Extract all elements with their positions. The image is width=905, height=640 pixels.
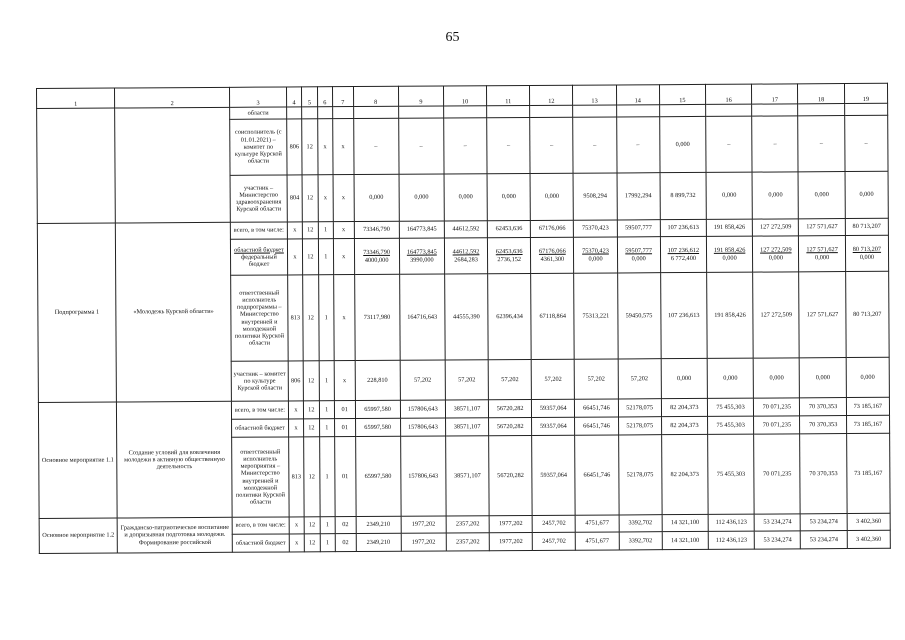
table-cell <box>660 236 706 272</box>
header-cell: 6 <box>317 87 333 107</box>
table-cell: 0,000 <box>707 358 753 398</box>
table-cell: 75313,221 <box>574 273 618 359</box>
table-cell: 127 272,509 <box>753 272 800 358</box>
value-regional: 67176,066 <box>538 248 566 256</box>
table-cell: 8 899,732 <box>660 172 707 219</box>
table-cell: 62453,636 <box>487 220 530 237</box>
table-cell: 52178,075 <box>618 417 661 435</box>
table-cell: 2457,702 <box>532 532 575 550</box>
table-cell: всего, в том числе: <box>231 222 288 239</box>
table-cell <box>302 107 317 119</box>
table-cell: 70 071,235 <box>754 434 801 514</box>
table-cell: 3 402,360 <box>847 530 890 548</box>
table-cell: – <box>752 116 799 172</box>
table-cell: – <box>844 115 888 171</box>
table-cell: 1977,202 <box>489 532 532 550</box>
table-cell: 1 <box>320 534 336 552</box>
table-cell: 57,202 <box>400 360 445 400</box>
table-cell <box>354 238 399 274</box>
table-cell: x <box>333 222 354 239</box>
table-cell <box>398 106 443 118</box>
table-cell: – <box>706 116 753 172</box>
table-cell: областной бюджет <box>232 419 289 437</box>
table-cell: 1 <box>319 437 335 517</box>
table-cell: 80 713,207 <box>845 271 889 357</box>
table-cell: 12 <box>302 175 318 222</box>
table-cell: 228,810 <box>355 360 400 400</box>
table-cell: 01 <box>335 437 356 517</box>
table-cell: области <box>230 107 287 119</box>
table-cell: 12 <box>304 517 320 534</box>
value-regional: 73346,790 <box>363 249 391 257</box>
table-cell: 12 <box>304 534 320 552</box>
header-cell: 11 <box>487 85 530 105</box>
header-cell: 5 <box>302 87 318 107</box>
table-cell: 67176,066 <box>531 220 574 237</box>
budget-table <box>36 83 891 554</box>
table-cell: 191 858,426 <box>707 272 754 358</box>
table-cell: x <box>287 222 303 239</box>
header-cell: 12 <box>530 85 573 105</box>
value-regional: 44612,592 <box>452 248 480 256</box>
table-cell: – <box>573 117 616 173</box>
table-cell: 1 <box>318 239 334 275</box>
table-cell <box>317 107 332 119</box>
table-cell: x <box>333 239 354 275</box>
header-cell: 3 <box>230 87 287 107</box>
table-cell: соисполнитель (с 01.01.2021) – комитет по культуре Курской области <box>230 119 287 175</box>
table-cell: 70 370,353 <box>800 434 847 514</box>
table-cell: 70 370,353 <box>800 398 846 416</box>
table-cell: 44612,592 <box>444 221 487 238</box>
table-cell: 12 <box>303 361 319 401</box>
table-cell: 52178,075 <box>618 399 661 417</box>
table-cell: 56720,282 <box>489 435 533 515</box>
header-cell: 8 <box>353 86 398 106</box>
table-cell: 157806,643 <box>400 400 445 418</box>
table-cell: 14 321,100 <box>662 514 708 531</box>
value-federal: 2684,283 <box>454 255 478 263</box>
table-cell: x <box>318 175 334 222</box>
header-cell: 7 <box>332 87 353 107</box>
table-cell: 0,000 <box>800 358 846 398</box>
table-cell: 806 <box>288 361 304 401</box>
value-regional: 127 272,509 <box>760 246 792 254</box>
table-cell: 127 272,509 <box>753 219 799 236</box>
table-cell: 0,000 <box>752 172 799 219</box>
table-cell <box>333 107 354 119</box>
table-cell: 157806,643 <box>400 418 445 436</box>
table-cell: 66451,746 <box>575 399 618 417</box>
table-cell: 2457,702 <box>532 515 575 532</box>
table-cell <box>286 107 301 119</box>
table-cell: 12 <box>302 119 318 175</box>
table-cell <box>231 239 288 275</box>
table-cell: 57,202 <box>445 360 488 400</box>
table-cell: всего, в том числе: <box>232 517 289 534</box>
value-regional: 191 858,426 <box>713 246 746 255</box>
table-cell: 0,000 <box>706 172 753 219</box>
table-cell: 57,202 <box>531 359 574 399</box>
table-cell <box>353 106 398 118</box>
header-cell: 2 <box>115 87 230 108</box>
table-cell: 12 <box>304 401 320 419</box>
value-federal: 2736,152 <box>497 255 522 263</box>
table-cell: x <box>288 419 304 437</box>
table-cell: 75370,423 <box>574 220 617 237</box>
table-cell: ответственный исполнитель подпрограммы – Министерство внутренней и молодежной политики Курской области <box>231 275 288 361</box>
table-cell: 164716,643 <box>399 274 445 360</box>
table-cell: участник – комитет по культуре Курской области <box>231 361 288 401</box>
value-federal: 0,000 <box>815 253 830 261</box>
table-cell: 0,000 <box>354 174 400 221</box>
table-cell <box>530 105 573 117</box>
table-cell: участник – Министерство здравоохранения Курской области <box>230 175 287 222</box>
table-cell: 82 204,373 <box>661 416 707 434</box>
event-title: Основное мероприятие 1.1 <box>38 402 117 518</box>
table-cell: 57,202 <box>488 359 531 399</box>
table-cell: 813 <box>288 437 304 517</box>
table-cell: 4751,677 <box>576 532 619 550</box>
table-cell: 73 185,167 <box>846 415 889 433</box>
table-cell <box>574 237 617 273</box>
header-cell: 19 <box>844 83 887 103</box>
table-cell <box>752 104 798 116</box>
header-cell: 9 <box>398 86 443 106</box>
table-cell <box>444 106 487 118</box>
table-cell: 12 <box>302 222 318 239</box>
table-cell: 67118,864 <box>531 273 575 359</box>
value-regional: 107 236,612 <box>667 247 700 255</box>
table-cell: 0,000 <box>845 171 889 218</box>
header-cell: 13 <box>573 85 616 105</box>
table-cell: 66451,746 <box>575 417 618 435</box>
value-federal: 6 772,400 <box>670 254 697 262</box>
table-cell: 52178,075 <box>618 435 662 515</box>
header-cell: 10 <box>443 86 486 106</box>
table-cell: x <box>334 275 355 361</box>
table-cell <box>444 238 487 274</box>
table-cell: 14 321,100 <box>662 531 708 549</box>
value-regional: 59507,777 <box>625 247 653 255</box>
value-regional: 80 713,207 <box>852 246 882 254</box>
table-cell: x <box>334 361 355 401</box>
value-federal: 0,000 <box>722 254 737 262</box>
table-cell: 1977,202 <box>489 515 532 532</box>
table-cell: 57,202 <box>618 359 661 399</box>
event-name: Гражданско-патриотическое воспитание и допризывная подготовка молодежи. Формирование российской <box>117 517 232 553</box>
table-cell: 1 <box>318 222 334 239</box>
table-cell <box>37 108 116 223</box>
table-cell: x <box>288 401 304 419</box>
table-cell: x <box>289 517 305 534</box>
table-cell: 59450,575 <box>617 273 661 359</box>
table-cell <box>488 237 531 273</box>
table-cell: 804 <box>287 175 303 222</box>
table-cell: 01 <box>334 401 355 419</box>
table-cell <box>659 104 705 116</box>
header-cell: 16 <box>705 84 751 104</box>
value-federal: 3990,000 <box>410 256 434 264</box>
table-cell: 12 <box>303 239 319 275</box>
table-cell <box>844 103 887 115</box>
table-cell: – <box>398 118 444 174</box>
table-cell: 1 <box>319 419 335 437</box>
table-cell <box>531 237 574 273</box>
table-cell: 1 <box>319 361 335 401</box>
value-federal: 0,000 <box>859 253 875 261</box>
table-cell: 73117,980 <box>354 274 400 360</box>
table-cell: 157806,643 <box>400 436 446 516</box>
table-cell: областной бюджет <box>232 534 289 552</box>
event-title: Основное мероприятие 1.2 <box>39 518 117 553</box>
table-cell <box>573 105 616 117</box>
value-federal: 0,000 <box>768 253 783 262</box>
table-cell: – <box>487 117 530 173</box>
table-cell: 02 <box>335 517 356 534</box>
table-cell: – <box>353 118 399 174</box>
header-cell: 18 <box>798 84 844 104</box>
table-cell: 01 <box>334 419 355 437</box>
table-cell: 1 <box>320 517 336 534</box>
table-cell: 164773,845 <box>399 221 444 238</box>
table-cell: 2349,210 <box>356 533 401 551</box>
table-cell: 107 236,613 <box>660 272 707 358</box>
table-cell: 1977,202 <box>401 533 446 551</box>
table-cell: 73 185,167 <box>846 433 890 513</box>
table-cell: 80 713,207 <box>845 218 888 235</box>
table-cell: – <box>530 117 573 173</box>
table-cell <box>487 105 530 117</box>
table-cell: – <box>616 117 659 173</box>
table-cell <box>115 107 231 223</box>
table-cell: 70 370,353 <box>800 416 846 434</box>
value-federal: 0,000 <box>588 255 603 263</box>
table-cell: 1 <box>318 275 334 361</box>
table-cell: 56720,282 <box>489 399 532 417</box>
table-cell: 38571,107 <box>445 418 488 436</box>
table-cell: 127 571,627 <box>799 272 846 358</box>
table-cell <box>399 238 444 274</box>
header-cell: 17 <box>752 84 798 104</box>
table-cell <box>616 105 659 117</box>
table-cell <box>845 235 889 271</box>
table-cell: 12 <box>303 275 319 361</box>
table-cell: 3392,702 <box>619 515 662 532</box>
table-cell <box>753 236 799 272</box>
table-cell: 806 <box>286 119 302 175</box>
table-cell: x <box>289 534 305 552</box>
table-cell: 1977,202 <box>401 516 446 533</box>
table-cell: 2349,210 <box>356 516 401 533</box>
table-cell: 44555,390 <box>445 274 489 360</box>
budget-type-regional: областной бюджет <box>234 246 284 254</box>
table-cell <box>798 104 844 116</box>
table-cell <box>706 104 752 116</box>
value-regional: 75370,423 <box>582 247 609 255</box>
table-cell: 0,000 <box>846 357 890 397</box>
table-cell: 82 204,373 <box>661 398 707 416</box>
value-federal: 4361,300 <box>540 255 565 263</box>
table-cell: 75 455,303 <box>708 434 755 514</box>
table-cell: 0,000 <box>753 358 799 398</box>
table-cell: 12 <box>304 437 320 517</box>
table-cell: 75 455,303 <box>707 416 753 434</box>
table-cell: x <box>287 239 303 275</box>
table-cell: 12 <box>304 419 320 437</box>
table-cell: 0,000 <box>487 173 530 220</box>
table-cell: – <box>444 118 487 174</box>
header-cell: 4 <box>286 87 302 107</box>
table-cell: 62396,434 <box>488 273 532 359</box>
table-cell: 70 071,235 <box>754 416 800 434</box>
table-cell: 2357,202 <box>446 516 489 533</box>
table-cell: 59357,064 <box>532 399 575 417</box>
table-cell <box>799 236 845 272</box>
value-federal: 4000,000 <box>364 256 389 264</box>
table-cell: 3392,702 <box>619 532 662 550</box>
table-cell: 38571,107 <box>445 400 488 418</box>
table-cell: всего, в том числе: <box>232 401 289 419</box>
table-cell: 56720,282 <box>489 417 532 435</box>
table-cell: 2357,202 <box>446 533 489 551</box>
table-cell: 17992,294 <box>617 173 660 220</box>
header-cell: 14 <box>616 85 659 105</box>
table-cell: 112 436,123 <box>708 531 754 549</box>
table-cell: 0,000 <box>530 173 573 220</box>
table-cell: 0,000 <box>444 174 487 221</box>
table-cell: 57,202 <box>575 359 618 399</box>
event-name: Создание условий для вовлечения молодежи в активную общественную деятельность <box>117 401 233 518</box>
table-cell: 3 402,360 <box>847 513 890 530</box>
page-number: 65 <box>445 30 460 45</box>
table-cell <box>706 236 752 272</box>
table-cell: x <box>333 119 354 175</box>
table-cell: x <box>317 119 333 175</box>
table-cell: 0,000 <box>659 116 706 172</box>
table-cell: 65997,580 <box>355 418 400 436</box>
table-cell: 70 071,235 <box>754 398 800 416</box>
table-cell: 59507,777 <box>617 220 660 237</box>
table-cell: 65997,580 <box>355 400 400 418</box>
table-cell: 813 <box>287 275 303 361</box>
table-cell: ответственный исполнитель мероприятия – Министерство внутренней и молодежной политики Курской области <box>232 437 289 517</box>
table-cell: 65997,580 <box>355 436 401 516</box>
table-cell: 75 455,303 <box>707 398 753 416</box>
value-regional: 127 571,627 <box>806 246 838 254</box>
subprogram-name: «Молодежь Курской области» <box>115 222 231 402</box>
table-cell: 53 234,274 <box>801 514 847 531</box>
value-regional: 164773,845 <box>406 248 437 257</box>
table-cell: 82 204,373 <box>661 434 708 514</box>
table-cell: 191 858,426 <box>706 219 752 236</box>
table-cell: 73346,790 <box>354 221 399 238</box>
table-cell: 0,000 <box>661 358 707 398</box>
table-cell: 53 234,274 <box>801 531 847 549</box>
table-cell: – <box>798 116 845 172</box>
table-cell: 0,000 <box>399 174 445 221</box>
table-cell: 0,000 <box>798 172 845 219</box>
table-cell: 112 436,123 <box>708 514 754 531</box>
table-cell: 9508,294 <box>573 173 616 220</box>
table-cell: 02 <box>335 534 356 552</box>
table-cell: 53 234,274 <box>754 531 800 549</box>
value-regional: 62453,636 <box>495 248 523 256</box>
subprogram-title: Подпрограмма 1 <box>37 223 116 402</box>
header-cell: 15 <box>659 84 705 104</box>
table-cell: 107 236,613 <box>660 219 706 236</box>
table-cell: 4751,677 <box>576 515 619 532</box>
table-cell: 66451,746 <box>575 435 619 515</box>
table-cell: 73 185,167 <box>846 397 889 415</box>
table-cell: 38571,107 <box>446 436 490 516</box>
table-cell: 53 234,274 <box>754 514 800 531</box>
table-cell: 59357,064 <box>532 435 576 515</box>
header-cell: 1 <box>37 88 115 108</box>
table-cell: 1 <box>319 401 335 419</box>
budget-type-federal: федеральный бюджет <box>241 253 277 268</box>
table-cell: x <box>333 175 354 222</box>
table-cell <box>617 237 660 273</box>
value-federal: 0,000 <box>631 254 646 262</box>
table-cell: 127 571,627 <box>799 219 845 236</box>
table-cell: 59357,064 <box>532 417 575 435</box>
